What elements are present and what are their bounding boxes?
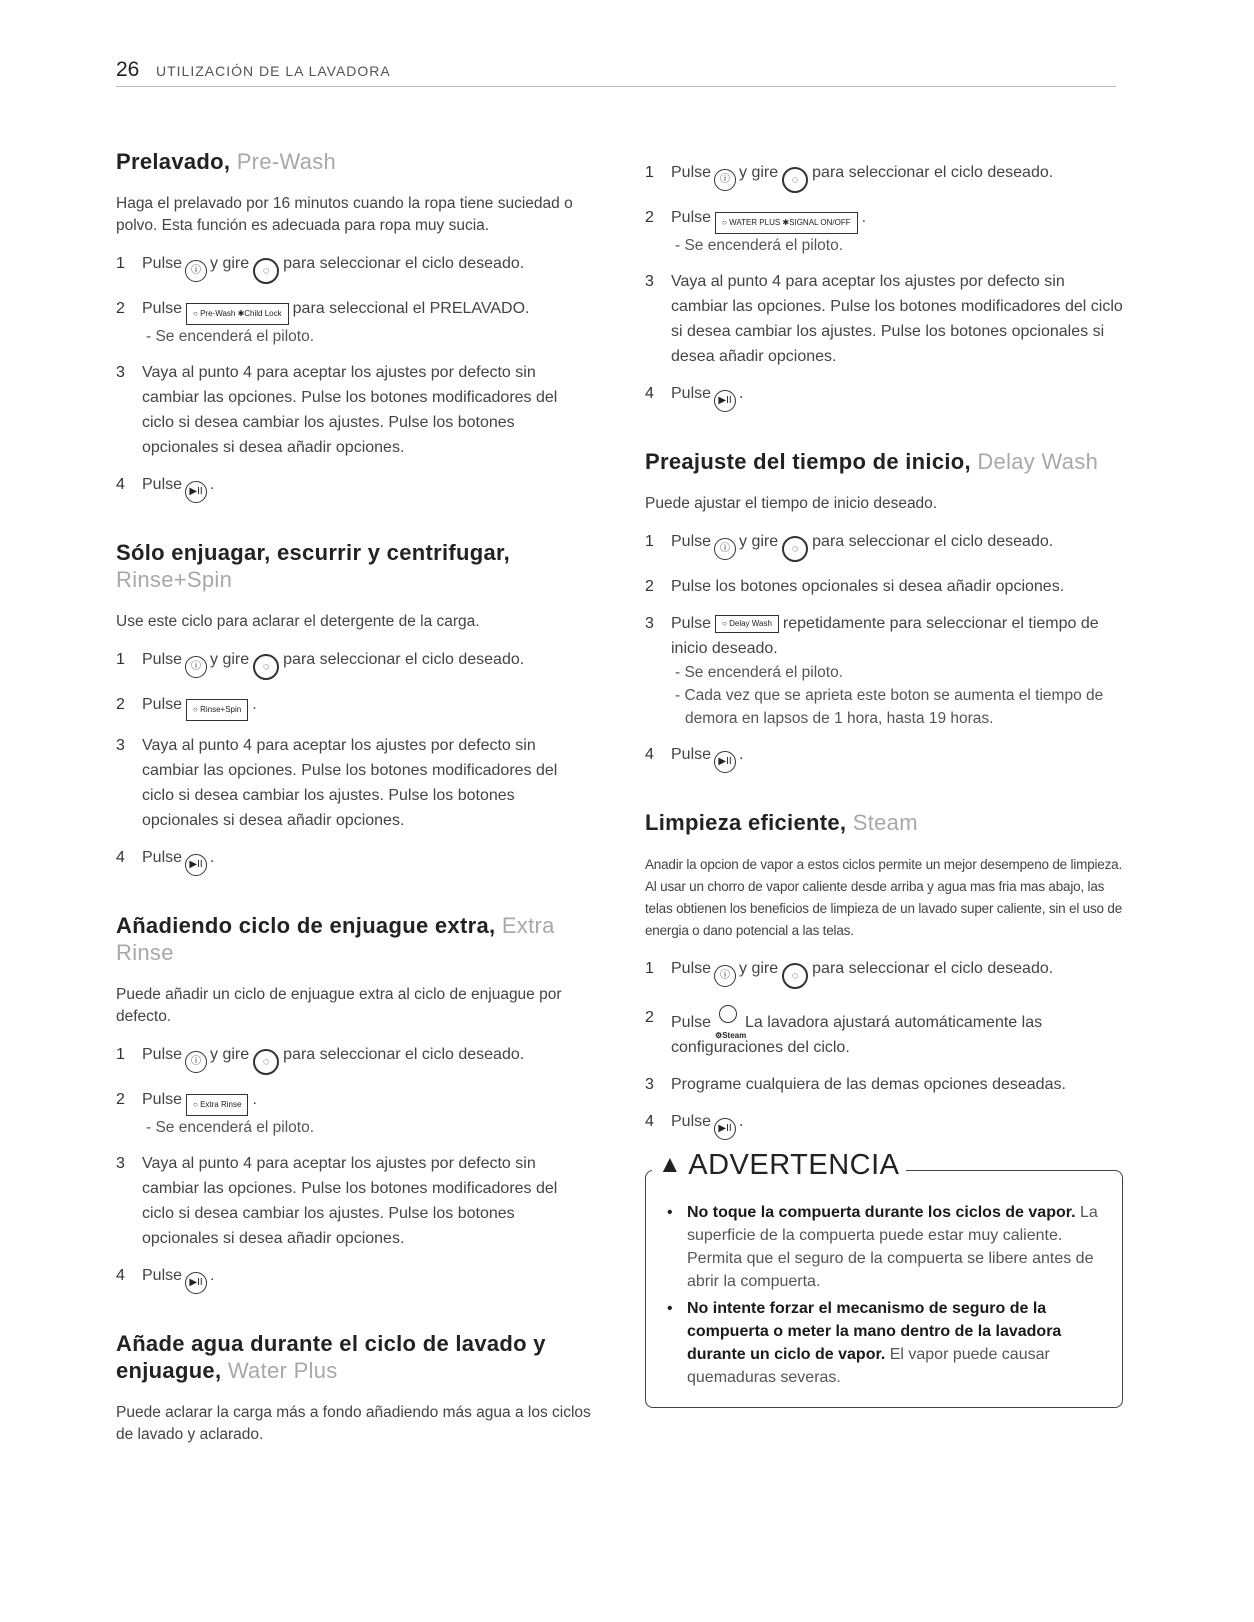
power-icon: ⓘ [714, 169, 736, 191]
page-header [116, 56, 1116, 87]
extra-rinse-step-3: 3 Vaya al punto 4 para aceptar los ajustes por defecto sin cambiar las opciones. Pulse los botones modificadores del ciclo si desea cambiar los ajustes. Pulse los botones opcionales si desea añadir opciones. [116, 1155, 558, 1247]
power-icon: ⓘ [714, 538, 736, 560]
warning-title: ▲ ADVERTENCIA [652, 1149, 906, 1182]
prewash-step-4: 4 Pulse ▶II . [116, 472, 592, 503]
play-pause-icon: ▶II [714, 751, 736, 773]
extra-rinse-button-icon: ○ Extra Rinse [186, 1094, 248, 1116]
delay-wash-step-3: 3 Pulse ○ Delay Wash repetidamente para seleccionar el tiempo de inicio deseado. - Se encenderá el piloto. - Cada vez que se aprieta este boton se aumenta el tiempo de demora en lapsos de 1 hora, hasta 19 horas. [645, 611, 1123, 730]
extra-rinse-intro: Puede añadir un ciclo de enjuague extra al ciclo de enjuague por defecto. [116, 986, 562, 1025]
delay-wash-step-4: 4 Pulse ▶II . [645, 742, 1123, 773]
extra-rinse-heading: Añadiendo ciclo de enjuague extra, Extra Rinse [116, 913, 555, 965]
steam-heading: Limpieza eficiente, Steam [645, 810, 918, 835]
prewash-step-3: 3 Vaya al punto 4 para aceptar los ajustes por defecto sin cambiar las opciones. Pulse los botones modificadores del ciclo si desea cambiar los ajustes. Pulse los botones opcionales si desea añadir opciones. [116, 364, 558, 456]
play-pause-icon: ▶II [185, 1272, 207, 1294]
prewash-heading: Prelavado, Pre-Wash [116, 149, 337, 174]
rinse-spin-step-2: 2 Pulse ○ Rinse+Spin . [116, 692, 592, 721]
power-icon: ⓘ [185, 1051, 207, 1073]
water-plus-step-2: 2 Pulse ○ WATER PLUS ✱SIGNAL ON/OFF . - Se encenderá el piloto. [645, 205, 1123, 257]
delay-wash-step-1: 1 Pulse ⓘ y gire ◌ para seleccionar el ciclo deseado. [645, 529, 1123, 562]
water-plus-step-3: 3 Vaya al punto 4 para aceptar los ajustes por defecto sin cambiar las opciones. Pulse los botones modificadores del ciclo si desea cambiar los ajustes. Pulse los botones opcionales si desea añadir opciones. [645, 273, 1123, 365]
play-pause-icon: ▶II [185, 854, 207, 876]
prewash-step-2: 2 Pulse ○ Pre-Wash ✱Child Lock para seleccional el PRELAVADO. - Se encenderá el piloto. [116, 296, 592, 348]
prewash-note: - Se encenderá el piloto. [146, 328, 315, 345]
dial-icon: ◌ [782, 963, 808, 989]
prewash-button-icon: ○ Pre-Wash ✱Child Lock [186, 303, 289, 325]
rinse-spin-intro: Use este ciclo para aclarar el detergente de la carga. [116, 613, 480, 630]
rinse-spin-step-4: 4 Pulse ▶II . [116, 845, 592, 876]
steam-step-4: 4 Pulse ▶II . [645, 1109, 1123, 1140]
extra-rinse-step-4: 4 Pulse ▶II . [116, 1263, 592, 1294]
delay-wash-heading: Preajuste del tiempo de inicio, Delay Wash [645, 449, 1099, 474]
rinse-spin-heading: Sólo enjuagar, escurrir y centrifugar, Rinse+Spin [116, 540, 511, 592]
rinse-spin-step-3: 3 Vaya al punto 4 para aceptar los ajustes por defecto sin cambiar las opciones. Pulse los botones modificadores del ciclo si desea cambiar los ajustes. Pulse los botones opcionales si desea añadir opciones. [116, 737, 558, 829]
water-plus-heading: Añade agua durante el ciclo de lavado y enjuague, Water Plus [116, 1331, 546, 1383]
play-pause-icon: ▶II [714, 390, 736, 412]
water-plus-step-4: 4 Pulse ▶II . [645, 381, 1123, 412]
delay-wash-note-2: - Cada vez que se aprieta este boton se aumenta el tiempo de demora en lapsos de 1 hora, hasta 19 horas. [675, 687, 1104, 727]
warning-bullet-1: • No toque la compuerta durante los ciclos de vapor. La superficie de la compuerta puede estar muy caliente. Permita que el seguro de la compuerta se libere antes de abrir la compuerta. [667, 1204, 1098, 1290]
dial-icon: ◌ [253, 258, 279, 284]
dial-icon: ◌ [782, 536, 808, 562]
page-number: 26 [116, 58, 140, 81]
delay-wash-intro: Puede ajustar el tiempo de inicio deseado. [645, 495, 938, 512]
section-name: UTILIZACIÓN DE LA LAVADORA [156, 63, 391, 79]
extra-rinse-step-2: 2 Pulse ○ Extra Rinse . - Se encenderá el piloto. [116, 1087, 592, 1139]
play-pause-icon: ▶II [185, 481, 207, 503]
power-icon: ⓘ [185, 656, 207, 678]
dial-icon: ◌ [253, 1049, 279, 1075]
left-column [116, 148, 592, 1460]
steam-step-3: 3 Programe cualquiera de las demas opciones deseadas. [645, 1076, 1066, 1093]
prewash-step-1: 1 Pulse ⓘ y gire ◌ para seleccionar el ciclo deseado. [116, 251, 592, 284]
delay-wash-note-1: - Se encenderá el piloto. [675, 664, 844, 681]
warning-icon: ▲ [658, 1151, 683, 1178]
steam-step-1: 1 Pulse ⓘ y gire ◌ para seleccionar el ciclo deseado. [645, 956, 1123, 989]
water-plus-intro: Puede aclarar la carga más a fondo añadiendo más agua a los ciclos de lavado y aclarado. [116, 1404, 591, 1443]
extra-rinse-step-1: 1 Pulse ⓘ y gire ◌ para seleccionar el ciclo deseado. [116, 1042, 592, 1075]
delay-wash-button-icon: ○ Delay Wash [715, 615, 779, 633]
extra-rinse-note: - Se encenderá el piloto. [146, 1119, 315, 1136]
dial-icon: ◌ [782, 167, 808, 193]
delay-wash-step-2: 2 Pulse los botones opcionales si desea añadir opciones. [645, 578, 1065, 595]
steam-button-icon: ⚙Steam [715, 1005, 741, 1035]
warning-bullet-2: • No intente forzar el mecanismo de seguro de la compuerta o meter la mano dentro de la lavadora durante un ciclo de vapor. El vapor puede causar quemaduras severas. [667, 1300, 1062, 1386]
power-icon: ⓘ [185, 260, 207, 282]
dial-icon: ◌ [253, 654, 279, 680]
steam-intro: Anadir la opcion de vapor a estos ciclos permite un mejor desempeno de limpieza. Al usar un chorro de vapor caliente desde arriba y agua mas fria mas abajo, las telas obtienen los beneficios de limpieza de un lavado super caliente, sin el uso de energia o dano potencial a las telas. [645, 857, 1123, 938]
steam-step-2: 2 Pulse ⚙Steam La lavadora ajustará automáticamente las configuraciones del ciclo. [645, 1005, 1123, 1060]
prewash-intro: Haga el prelavado por 16 minutos cuando la ropa tiene suciedad o polvo. Esta función es adecuada para ropa muy sucia. [116, 195, 573, 234]
warning-box [645, 1149, 1123, 1408]
rinse-spin-button-icon: ○ Rinse+Spin [186, 699, 248, 721]
rinse-spin-step-1: 1 Pulse ⓘ y gire ◌ para seleccionar el ciclo deseado. [116, 647, 592, 680]
power-icon: ⓘ [714, 965, 736, 987]
water-plus-note: - Se encenderá el piloto. [675, 237, 844, 254]
water-plus-button-icon: ○ WATER PLUS ✱SIGNAL ON/OFF [715, 212, 858, 234]
right-column [645, 160, 1123, 1408]
play-pause-icon: ▶II [714, 1118, 736, 1140]
water-plus-step-1: 1 Pulse ⓘ y gire ◌ para seleccionar el ciclo deseado. [645, 160, 1123, 193]
